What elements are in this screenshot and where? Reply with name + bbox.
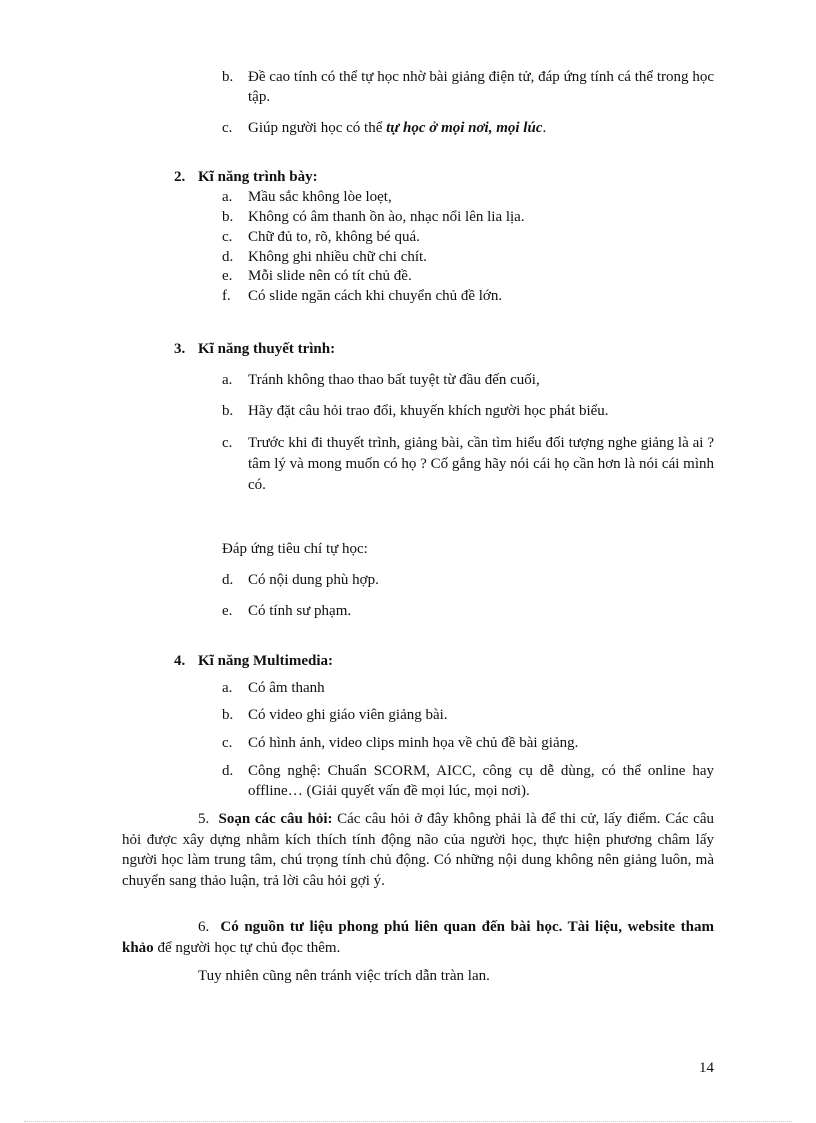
list-item <box>222 761 714 801</box>
section-title: Kĩ năng Multimedia: <box>198 653 334 669</box>
page-number: 14 <box>699 1060 714 1076</box>
section-text: để người học tự chủ đọc thêm. <box>153 939 341 956</box>
list-text-post: . <box>542 120 547 136</box>
list-text <box>248 118 714 138</box>
list-item <box>222 370 540 390</box>
list-item <box>222 570 379 590</box>
section-number: 5. <box>198 811 210 827</box>
list-label: b. <box>222 69 234 85</box>
list-item <box>222 433 714 496</box>
list-item <box>222 247 427 267</box>
list-label: d. <box>222 572 234 588</box>
list-label: d. <box>222 249 234 265</box>
list-text: Có nội dung phù hợp. <box>248 572 379 588</box>
list-label: b. <box>222 209 234 225</box>
list-text: Có hình ảnh, video clips minh họa về chủ đề bài giảng. <box>248 735 579 751</box>
list-item-c-top <box>222 118 714 138</box>
list-item <box>222 678 325 698</box>
list-label: c. <box>222 120 233 136</box>
list-text: Không ghi nhiều chữ chi chít. <box>248 249 427 265</box>
list-text: Công nghệ: Chuẩn SCORM, AICC, công cụ dễ dùng, có thể online hay offline… (Giải quyết vấn đề mọi lúc, mọi nơi). <box>248 763 714 799</box>
list-item <box>222 227 420 247</box>
closing-sentence: Tuy nhiên cũng nên tránh việc trích dẫn tràn lan. <box>198 968 490 984</box>
list-label: b. <box>222 707 234 723</box>
list-label: d. <box>222 763 234 779</box>
section-title: Kĩ năng trình bày: <box>198 169 318 185</box>
section-2-heading <box>174 167 318 187</box>
list-text: Có âm thanh <box>248 680 325 696</box>
list-label: f. <box>222 288 231 304</box>
list-label: a. <box>222 372 233 388</box>
list-label: a. <box>222 189 233 205</box>
section-4-heading <box>174 651 333 671</box>
list-text: Chữ đủ to, rõ, không bé quá. <box>248 229 420 245</box>
page-bottom-rule <box>24 1121 792 1122</box>
section-6-paragraph <box>122 917 714 958</box>
section-title: Có nguồn tư liệu phong phú liên quan đến bài học. Tài liệu, website tham khảo <box>122 919 714 956</box>
list-text: Không có âm thanh ồn ào, nhạc nổi lên lia lịa. <box>248 209 525 225</box>
list-text: Có slide ngăn cách khi chuyển chủ đề lớn. <box>248 288 503 304</box>
list-text: Có tính sư phạm. <box>248 603 352 619</box>
section-title: Kĩ năng thuyết trình: <box>198 341 336 357</box>
list-text: Mầu sắc không lòe loẹt, <box>248 189 392 205</box>
list-label: a. <box>222 680 233 696</box>
section-title: Soạn các câu hỏi: <box>218 811 333 827</box>
section-number: 2. <box>174 169 186 185</box>
list-label: c. <box>222 229 233 245</box>
list-label: b. <box>222 403 234 419</box>
list-item <box>222 207 525 227</box>
list-item <box>222 266 412 286</box>
section-number: 6. <box>198 919 210 935</box>
list-text: Tránh không thao thao bất tuyệt từ đầu đến cuối, <box>248 372 540 388</box>
criteria-heading: Đáp ứng tiêu chí tự học: <box>222 541 368 557</box>
section-5-paragraph <box>122 809 714 891</box>
list-item <box>222 286 502 306</box>
list-label: c. <box>222 435 233 451</box>
list-text: Hãy đặt câu hỏi trao đổi, khuyến khích người học phát biểu. <box>248 403 609 419</box>
list-text: Mỗi slide nên có tít chủ đề. <box>248 268 412 284</box>
list-item <box>222 733 578 753</box>
list-label: c. <box>222 735 233 751</box>
section-number: 3. <box>174 341 186 357</box>
list-text: Trước khi đi thuyết trình, giảng bài, cần tìm hiểu đối tượng nghe giảng là ai ? tâm lý và mong muốn có họ ? Cố gắng hãy nói cái họ cần hơn là nói cái mình có. <box>248 435 714 493</box>
list-label: e. <box>222 268 233 284</box>
section-3-heading <box>174 339 335 359</box>
list-text-emphasis: tự học ở mọi nơi, mọi lúc <box>386 120 543 136</box>
list-text: Có video ghi giáo viên giảng bài. <box>248 707 448 723</box>
list-item-b-top <box>222 67 714 107</box>
list-item <box>222 705 448 725</box>
list-text: Đề cao tính có thể tự học nhờ bài giảng điện tử, đáp ứng tính cá thể trong học tập. <box>248 69 714 105</box>
list-item <box>222 187 392 207</box>
list-item <box>222 601 351 621</box>
section-text: Các câu hỏi ở đây không phải là để thi cử, lấy điểm. Các câu hỏi được xây dựng nhằm kích thích tính động não của người học, thực hiện phương châm lấy người học làm trung tâm, chú trọng tính chủ động. Có những nội dung không nên giảng luôn, mà chuyển sang thảo luận, trả lời câu hỏi gợi ý. <box>122 811 714 889</box>
list-label: e. <box>222 603 233 619</box>
list-item <box>222 401 609 421</box>
section-number: 4. <box>174 653 186 669</box>
list-text-pre: Giúp người học có thể <box>248 120 387 136</box>
